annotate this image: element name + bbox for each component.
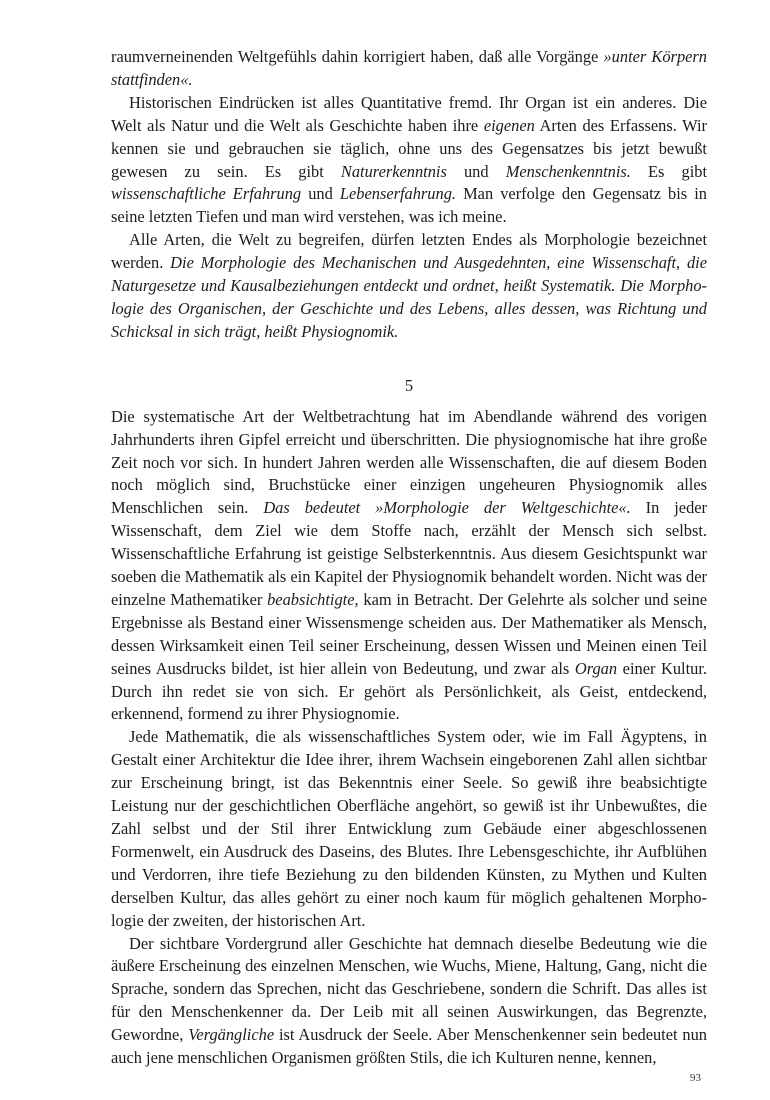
text-run: Es gibt: [630, 161, 708, 181]
text-run: einer Kultur. Durch ihn redet sie von sich. Er gehört als Persönlichkeit, als Geist, entdeckend, erkennend, formend zu ihrer Physiognomie.: [111, 658, 707, 724]
text-run: ist Ausdruck der Seele. Aber Menschenkenner sein bedeutet nun auch jene menschlichen Organismen größten Stils, die ich Kulturen nenne, kennen,: [111, 1025, 707, 1068]
text-run: Arten des Erfassens. Wir kennen sie und gebrauchen sie täglich, ohne uns des Gegensatzes bis jetzt bewußt gewesen zu sein. Es gibt: [111, 115, 707, 181]
italic-text: beabsichtigte,: [267, 589, 359, 609]
text-run: Historischen Eindrücken ist alles Quantitative fremd. Ihr Organ ist ein anderes. Die Welt als Natur und die Welt als Geschichte haben ihre: [111, 92, 707, 135]
text-block-before-section: [111, 46, 707, 344]
book-page-text: [111, 46, 707, 1070]
paragraph: [111, 229, 707, 344]
text-run: Man verfolge den Gegensatz bis in seine letzten Tiefen und man wird verstehen, was ich meine.: [111, 184, 707, 227]
italic-text: »unter Körpern stattfinden«.: [111, 47, 707, 89]
paragraph: [111, 933, 707, 1070]
text-run: Die systematische Art der Weltbetrachtung hat im Abendlande während des vorigen Jahrhunderts ihren Gipfel erreicht und überschritten. Die physiognomische hat ihre große Zeit noch vor sich. In hundert Jahren werden alle Wissenschaften, die auf diesem Boden noch möglich sind, Bruchstücke einer einzigen ungeheuren Physiognomik alles Menschlichen sein.: [111, 406, 707, 518]
paragraph: [111, 92, 707, 229]
text-run: und: [301, 184, 340, 204]
text-run: Jede Mathematik, die als wissenschaftliches System oder, wie im Fall Ägyptens, in Gestalt einer Architektur die Idee ihrer, ihrem Wachsein eingeborenen Zahl allen sichtbar zur Erscheinung bringt, ist das Bekenntnis einer Seele. So gewiß ihre beabsichtigte Leistung nur der geschichtlichen Oberfläche angehört, so gewiß ist ihr Unbewußtes, die Zahl selbst und der Stil ihrer Entwicklung zum Gebäude einer abgeschlossenen Formenwelt, ein Ausdruck des Daseins, des Blutes. Ihre Lebensgeschichte, ihr Aufblühen und Verdorren, ihre tiefe Beziehung zu den bildenden Künsten, zu Mythen und Kulten derselben Kultur, das alles gehört zu einer noch kaum für möglich gehaltenen Morphologie der zweiten, der historischen Art.: [111, 727, 707, 930]
italic-text: Das bedeutet »Morphologie der Weltgeschichte«.: [263, 498, 631, 518]
paragraph: [111, 46, 707, 92]
section-number: 5: [404, 375, 414, 395]
italic-text: Lebenserfahrung.: [339, 184, 456, 204]
text-run: und: [446, 161, 506, 181]
italic-text: wissenschaftliche Erfahrung: [111, 184, 302, 204]
text-run: Der sichtbare Vordergrund aller Geschichte hat demnach dieselbe Bedeutung wie die äußere Erscheinung des einzelnen Menschen, wie Wuchs, Miene, Haltung, Gang, nicht die Sprache, sondern das Sprechen, nicht das Geschriebene, sondern die Schrift. Das alles ist für den Menschenkenner da. Der Leib mit all seinen Auswirkungen, das Begrenzte, Gewordne,: [111, 933, 707, 1045]
italic-text: Menschenkenntnis.: [505, 161, 631, 181]
text-run: Alle Arten, die Welt zu begreifen, dürfen letzten Endes als Morphologie bezeichnet werden.: [111, 230, 707, 273]
text-run: kam in Betracht. Der Gelehrte als solcher und seine Ergebnisse als Bestand einer Wissensmenge scheiden aus. Der Mathematiker als Mensch, dessen Wirksamkeit einen Teil seiner Erscheinung, dessen Wissen und Meinen einen Teil seines Ausdrucks bildet, ist hier allein von Bedeutung, und zwar als: [111, 589, 707, 678]
italic-text: eigenen: [483, 115, 535, 135]
paragraph: [111, 726, 707, 932]
italic-text: Organ: [574, 658, 618, 678]
text-block-section-5: [111, 406, 707, 1070]
italic-text: Vergängliche: [188, 1025, 275, 1045]
page-number: 93: [690, 1072, 701, 1084]
italic-text: Naturerkenntnis: [340, 161, 447, 181]
text-run: In jeder Wissenschaft, dem Ziel wie dem Stoffe nach, erzählt der Mensch sich selbst. Wissenschaftliche Erfahrung ist geistige Selbsterkenntnis. Aus diesem Gesichtspunkt war soeben die Mathematik als ein Kapitel der Physiognomik behandelt worden. Nicht was der einzelne Mathematiker: [111, 498, 708, 609]
italic-text: Die Morphologie des Mechanischen und Ausgedehnten, eine Wissenschaft, die Naturgesetze und Kausalbeziehungen entdeckt und ordnet, heißt Systematik. Die Morphologie des Organischen, der Geschichte und des Lebens, alles dessen, was Richtung und Schicksal in sich trägt, heißt Physiognomik.: [111, 253, 707, 341]
text-run: raumverneinenden Weltgefühls dahin korrigiert haben, daß alle Vorgänge: [111, 47, 604, 66]
paragraph: [111, 406, 707, 727]
